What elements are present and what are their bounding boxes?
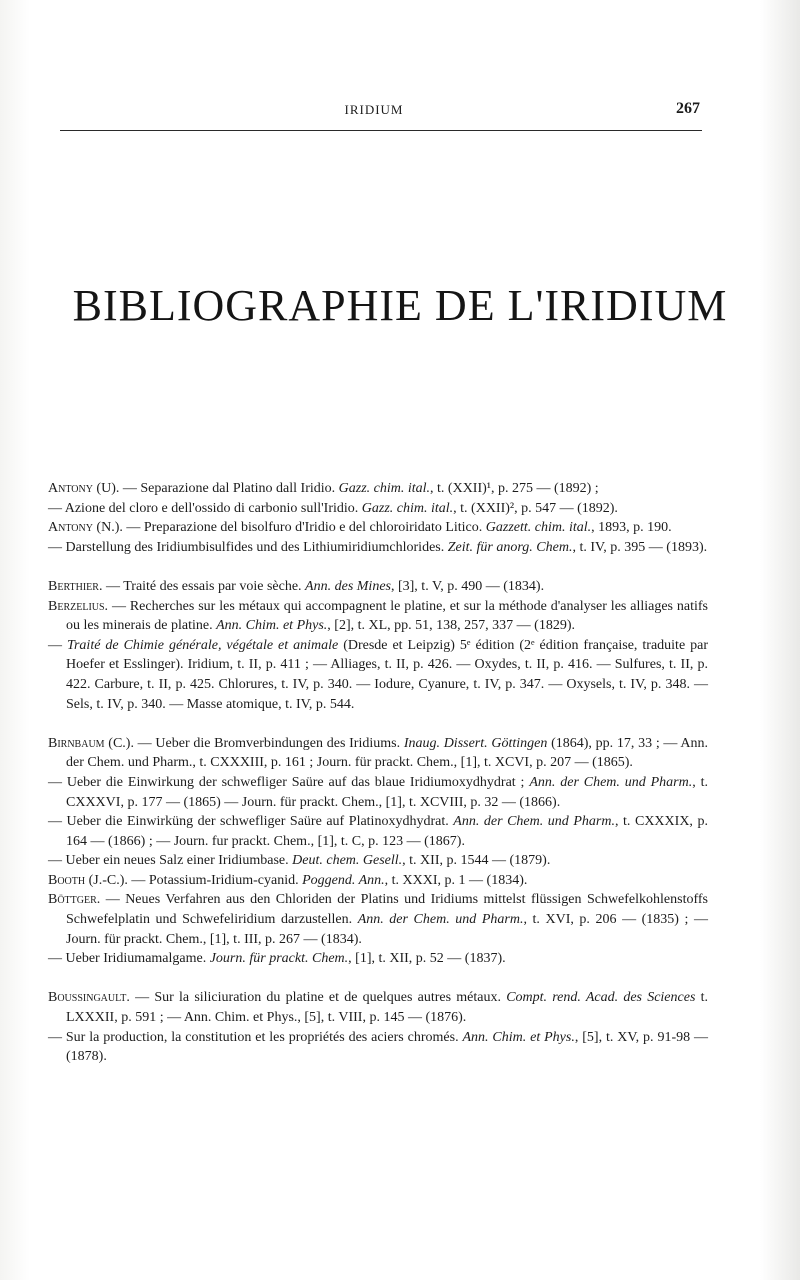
entry-citation: , [3], t. V, p. 490 — (1834). bbox=[390, 578, 545, 594]
entry-title: — Preparazione del bisolfuro d'Iridio e del chloroiridato Litico. bbox=[122, 520, 486, 536]
entry-citation: , t. CXXXIX, p. 164 — (1866) ; — Journ. fur prackt. Chem., [1], t. C, p. 123 — (1867). bbox=[66, 814, 708, 849]
entry-journal: Inaug. Dissert. Göttingen bbox=[403, 735, 548, 751]
entry-journal: Deut. chem. Gesell. bbox=[292, 853, 403, 869]
entry-journal: Gazz. chim. ital. bbox=[338, 481, 431, 496]
entry-title: — Potassium-Iridium-cyanid. bbox=[127, 872, 303, 888]
entry-author: Berzelius. bbox=[48, 598, 109, 614]
bibliography-list bbox=[48, 479, 708, 1067]
entry-citation: , [2], t. XL, pp. 51, 138, 257, 337 — (1829). bbox=[327, 618, 575, 634]
bibliography-entry bbox=[48, 988, 708, 1027]
entry-journal: Gazz. chim. ital. bbox=[361, 500, 454, 516]
bibliography-entry bbox=[48, 538, 708, 558]
entry-title: — Ueber Iridiumamalgame. bbox=[48, 951, 210, 967]
entry-citation: , t. IV, p. 395 — (1893). bbox=[572, 539, 708, 555]
bibliography-entry bbox=[48, 871, 708, 891]
entry-gap bbox=[48, 969, 708, 989]
entry-title: — Azione del cloro e dell'ossido di carbonio sull'Iridio. bbox=[48, 500, 362, 516]
entry-author: Birnbaum (C.). bbox=[48, 735, 134, 751]
entry-citation: , t. (XXII)¹, p. 275 — (1892) ; bbox=[430, 481, 599, 496]
entry-gap bbox=[48, 557, 708, 577]
bibliography-entry bbox=[48, 890, 708, 949]
entry-title: — Sur la production, la constitution et les propriétés des aciers chromés. bbox=[48, 1029, 463, 1045]
bibliography-entry bbox=[48, 949, 708, 969]
bibliography-entry bbox=[48, 479, 708, 499]
entry-citation: , t. XII, p. 1544 — (1879). bbox=[402, 853, 551, 869]
entry-author: Antony (U). bbox=[48, 481, 120, 496]
entry-journal: Zeit. für anorg. Chem. bbox=[447, 539, 573, 555]
entry-citation: t. LXXXII, p. 591 ; — Ann. Chim. et Phys., [5], t. VIII, p. 145 — (1876). bbox=[66, 990, 709, 1026]
bibliography-entry bbox=[48, 734, 708, 773]
bibliography-entry bbox=[48, 1028, 708, 1067]
entry-citation: , t. XVI, p. 206 — (1835) ; — Journ. für prackt. Chem., [1], t. III, p. 267 — (1834). bbox=[66, 912, 708, 947]
entry-title: — Neues Verfahren aus den Chloriden der Platins und Iridiums mittelst flüssigen Schwefelkohlenstoffs Schwefelplatin und Schwefeliridium darzustellen. bbox=[66, 892, 708, 928]
running-head-title: IRIDIUM bbox=[344, 102, 404, 117]
entry-title: — Recherches sur les métaux qui accompagnent le platine, et sur la méthode d'analyser les alliages natifs ou les minerais de platine. bbox=[66, 598, 708, 634]
bibliography-entry bbox=[48, 812, 708, 851]
entry-title: — Traité des essais par voie sèche. bbox=[102, 578, 306, 594]
entry-citation: , t. (XXII)², p. 547 — (1892). bbox=[453, 500, 618, 516]
entry-title: — Ueber die Einwirkung der schwefliger Saüre auf das blaue Iridiumoxydhydrat ; bbox=[48, 774, 530, 790]
entry-gap bbox=[48, 714, 708, 734]
entry-author: Booth (J.-C.). bbox=[48, 872, 128, 888]
entry-citation: , [5], t. XV, p. 91-98 — (1878). bbox=[66, 1029, 708, 1065]
entry-citation: (1864), pp. 17, 33 ; — Ann. der Chem. und Pharm., t. CXXXIII, p. 161 ; Journ. für prackt. Chem., [1], t. XCVI, p. 207 — (1865). bbox=[66, 735, 708, 771]
entry-title: — Darstellung des Iridiumbisulfides und des Lithiumiridiumchlorides. bbox=[48, 539, 448, 555]
bibliography-entry bbox=[48, 499, 708, 519]
entry-title: — Ueber die Einwirküng der schwefliger Saüre auf Platinoxydhydrat. bbox=[48, 814, 454, 830]
entry-author: Böttger. bbox=[48, 892, 101, 908]
entry-author: Antony (N.). bbox=[48, 520, 123, 536]
bibliography-entry bbox=[48, 773, 708, 812]
entry-author: Berthier. bbox=[48, 578, 103, 594]
running-head bbox=[48, 100, 700, 124]
entry-title: — Separazione dal Platino dall Iridio. bbox=[119, 481, 339, 496]
bibliography-entry bbox=[48, 577, 708, 597]
entry-journal: Ann. der Chem. und Pharm. bbox=[453, 814, 615, 830]
header-rule bbox=[60, 130, 702, 131]
entry-journal: Compt. rend. Acad. des Sciences bbox=[506, 990, 696, 1006]
entry-citation: , t. CXXXVI, p. 177 — (1865) — Journ. für prackt. Chem., [1], t. XCVIII, p. 32 — (1866). bbox=[66, 774, 709, 810]
bibliography-entry bbox=[48, 597, 708, 636]
bibliography-entry bbox=[48, 518, 708, 538]
entry-journal: Poggend. Ann. bbox=[302, 872, 385, 888]
entry-journal: Ann. Chim. et Phys. bbox=[462, 1029, 575, 1045]
entry-title: — Sur la siliciuration du platine et de quelques autres métaux. bbox=[129, 990, 507, 1006]
page-number: 267 bbox=[676, 100, 700, 117]
entry-journal: Journ. für prackt. Chem. bbox=[209, 951, 349, 967]
entry-journal: Ann. der Chem. und Pharm. bbox=[357, 912, 524, 928]
entry-title: — bbox=[48, 637, 67, 653]
entry-title: — Ueber ein neues Salz einer Iridiumbase. bbox=[48, 853, 293, 869]
entry-citation: , t. XXXI, p. 1 — (1834). bbox=[384, 872, 528, 888]
page-title: BIBLIOGRAPHIE DE L'IRIDIUM bbox=[72, 281, 728, 330]
entry-journal: Gazzett. chim. ital. bbox=[485, 520, 592, 536]
entry-author: Boussingault. bbox=[48, 990, 130, 1006]
entry-citation: , 1893, p. 190. bbox=[591, 520, 672, 536]
entry-title: — Ueber die Bromverbindungen des Iridiums. bbox=[133, 735, 404, 751]
entry-journal: Ann. der Chem. und Pharm. bbox=[529, 774, 693, 790]
entry-citation: (Dresde et Leipzig) 5ᵉ édition (2ᵉ édition française, traduite par Hoefer et Esslinger). Iridium, t. II, p. 411 ; — Alliages, t. II, p. 426. — Oxydes, t. II, p. 416. — Sulfures, t. II, p. 422. Carbure, t. II, p. 425. Chlorures, t. IV, p. 340. — Iodure, Cyanure, t. IV, p. 347. — Oxysels, t. IV, p. 348. — Sels, t. IV, p. 340. — Masse atomique, t. IV, p. 544. bbox=[66, 637, 708, 712]
bibliography-entry bbox=[48, 636, 708, 714]
entry-journal: Traité de Chimie générale, végétale et animale bbox=[66, 637, 339, 653]
entry-journal: Ann. des Mines bbox=[305, 578, 391, 594]
entry-citation: , [1], t. XII, p. 52 — (1837). bbox=[348, 951, 506, 967]
entry-journal: Ann. Chim. et Phys. bbox=[216, 618, 328, 634]
bibliography-entry bbox=[48, 851, 708, 871]
